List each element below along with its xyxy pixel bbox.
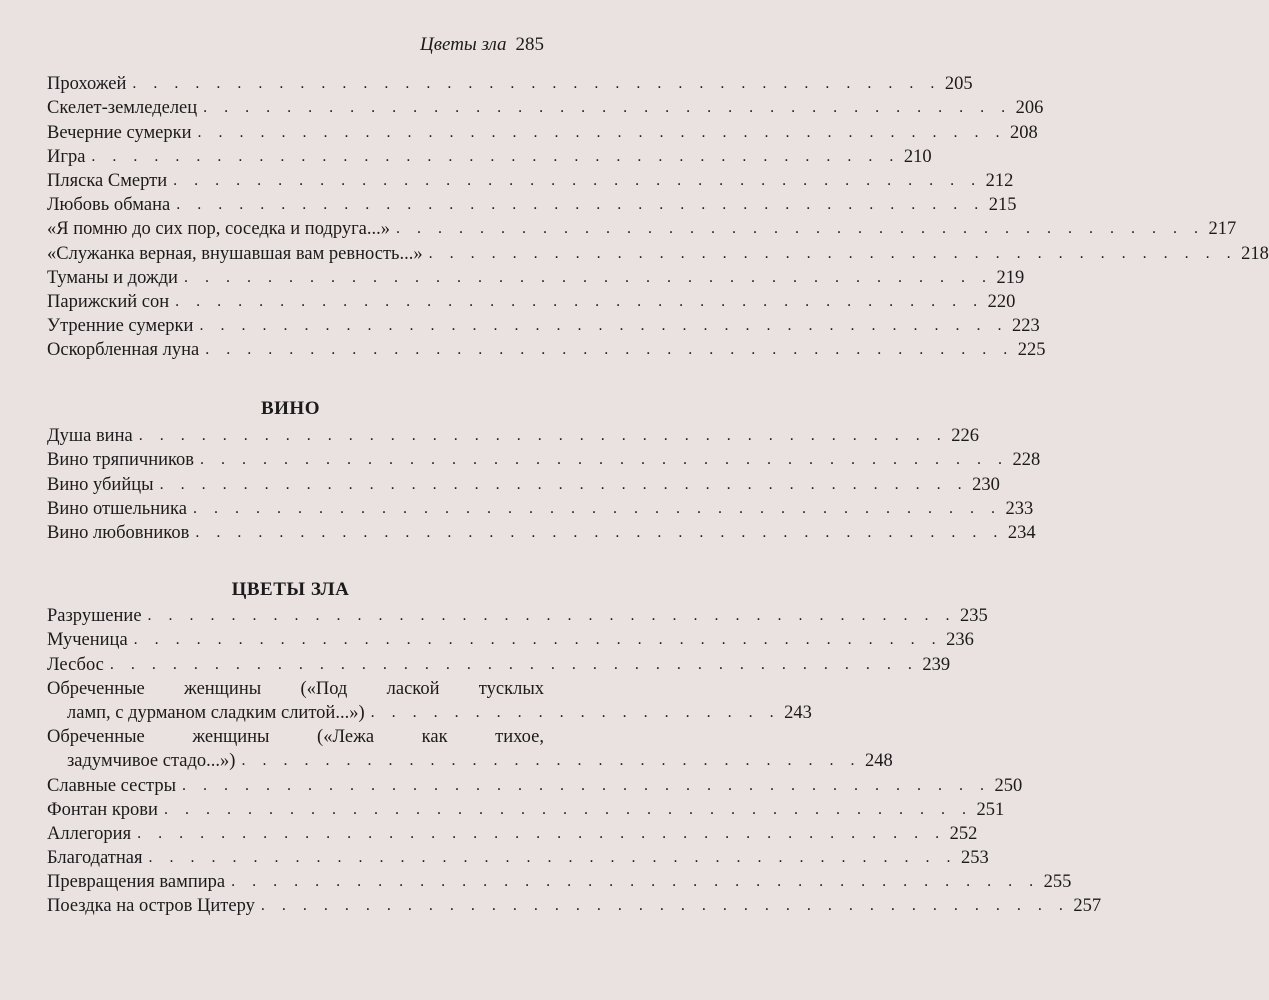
toc-entry[interactable] — [47, 471, 1000, 495]
toc-entry-title: Аллегория — [47, 823, 132, 844]
toc-entry-title: Пляска Смерти — [47, 170, 168, 191]
leader-dots: . . . . . . . . . . . . . . . . . . . . . . . . . . . . . . . . . . . . . . . — [200, 451, 1009, 469]
toc-entry[interactable] — [47, 772, 1023, 796]
toc-entry[interactable] — [47, 289, 1016, 313]
leader-dots: . . . . . . . . . . . . . . . . . . . . . . . . . . . . . . . . . . . . . . . — [205, 341, 1014, 359]
toc-entry[interactable] — [47, 893, 1102, 917]
toc-entry-page: 218 — [1241, 243, 1269, 264]
toc-entry[interactable] — [47, 240, 1269, 264]
leader-dots: . . . . . . . . . . . . . . . . . . . . . . . . . . . . . . . . . . . . . . . — [163, 800, 973, 818]
toc-entry-page: 205 — [944, 74, 973, 95]
toc-entry-page: 226 — [951, 426, 979, 447]
toc-section-flowers-of-evil — [47, 603, 1102, 917]
toc-entry[interactable] — [47, 520, 1036, 544]
toc-entry[interactable] — [47, 71, 973, 95]
toc-entry-page: 257 — [1073, 896, 1102, 917]
toc-entry-page: 228 — [1012, 450, 1041, 471]
toc-entry-title: Превращения вампира — [47, 872, 226, 893]
toc-entry-title: Благодатная — [47, 848, 143, 869]
toc-entry-title: Вино любовников — [47, 522, 190, 543]
leader-dots: . . . . . . . . . . . . . . . . . . . . . . . . . . . . . . . . . . . . . . . — [148, 849, 958, 867]
leader-dots: . . . . . . . . . . . . . . . . . . . . . . . . . . . . . . . . . . . . . . . — [182, 776, 991, 794]
toc-entry-title: Оскорбленная луна — [47, 340, 200, 361]
toc-entry-title: «Служанка верная, внушавшая вам ревность...» — [47, 243, 423, 264]
toc-entry-page: 234 — [1007, 522, 1036, 543]
toc-entry-page: 215 — [988, 195, 1017, 216]
toc-entry-page: 230 — [972, 474, 1000, 495]
leader-dots: . . . . . . . . . . . . . . . . . . . . . . . . . . . . . . . . . . . . . . . — [192, 499, 1002, 517]
toc-entry-page: 253 — [961, 848, 989, 869]
toc-entry-title: Скелет-земледелец — [47, 98, 198, 119]
toc-entry-title: Разрушение — [47, 606, 142, 627]
toc-entry-page: 233 — [1005, 498, 1034, 519]
toc-entry-multiline[interactable] — [47, 724, 893, 772]
toc-entry-title: Поездка на остров Цитеру — [47, 896, 255, 917]
toc-entry[interactable] — [47, 265, 1025, 289]
toc-entry-page: 250 — [994, 775, 1023, 796]
toc-entry[interactable] — [47, 95, 1044, 119]
toc-entry[interactable] — [47, 216, 1237, 240]
toc-entry-title: Любовь обмана — [47, 195, 171, 216]
leader-dots: . . . . . . . . . . . . . . . . . . . . . . . . . . . . . . . . . . . . . . . — [203, 99, 1012, 117]
section-heading-flowers-of-evil: ЦВЕТЫ ЗЛА — [231, 579, 350, 600]
toc-section-wine — [47, 423, 1041, 544]
toc-entry[interactable] — [47, 144, 932, 168]
leader-dots: . . . . . . . . . . . . . . . . . . . . . . . . . . . . . . . . . . . . . . . — [195, 523, 1004, 541]
toc-entry-page: 206 — [1015, 98, 1044, 119]
toc-entry-page: 212 — [985, 170, 1014, 191]
toc-entry-title: Лесбос — [47, 654, 104, 675]
page-number: 285 — [515, 34, 544, 55]
toc-entry[interactable] — [47, 168, 1014, 192]
running-head-title: Цветы зла — [420, 34, 507, 55]
toc-entry[interactable] — [47, 797, 1005, 821]
toc-entry-page: 210 — [903, 146, 932, 167]
toc-entry-page: 208 — [1010, 122, 1038, 143]
leader-dots: . . . . . . . . . . . . . . . . . . . . . . . . . . . . . . . . . . . . . . . — [137, 824, 946, 842]
toc-entry-title: Парижский сон — [47, 291, 170, 312]
toc-entry[interactable] — [47, 651, 951, 675]
toc-entry[interactable] — [47, 845, 989, 869]
toc-entry-title: Обреченные женщины («Под лаской тусклых — [47, 678, 544, 699]
toc-entry[interactable] — [47, 313, 1040, 337]
toc-entry-page: 235 — [960, 606, 988, 627]
toc-entry[interactable] — [47, 119, 1038, 143]
toc-entry-page: 219 — [996, 267, 1025, 288]
toc-entry-title: Вечерние сумерки — [47, 122, 192, 143]
leader-dots: . . . . . . . . . . . . . . . . . . . . . . . . . . . . . . . . . . . . . . . — [175, 292, 984, 310]
toc-entry-page: 223 — [1011, 316, 1040, 337]
leader-dots: . . . . . . . . . . . . . . . . . . . . . . . . . . . . . . — [241, 752, 861, 770]
leader-dots: . . . . . . . . . . . . . . . . . . . . . . . . . . . . . . . . . . . . . . . — [147, 607, 957, 625]
leader-dots: . . . . . . . . . . . . . . . . . . . . . . . . . . . . . . . . . . . . . . . — [159, 475, 969, 493]
toc-entry-title: Утренние сумерки — [47, 316, 194, 337]
leader-dots: . . . . . . . . . . . . . . . . . . . . . . . . . . . . . . . . . . . . . . . — [133, 631, 943, 649]
toc-entry-page: 220 — [987, 291, 1016, 312]
leader-dots: . . . . . . . . . . . . . . . . . . . . . . . . . . . . . . . . . . . . . . . — [91, 147, 900, 165]
toc-entry-page: 252 — [949, 823, 978, 844]
running-head — [420, 34, 544, 56]
leader-dots: . . . . . . . . . . . . . . . . . . . . . . . . . . . . . . . . . . . . . . . — [231, 873, 1040, 891]
toc-entry-title: «Я помню до сих пор, соседка и подруга...» — [47, 219, 391, 240]
toc-entry-title: Обреченные женщины («Лежа как тихое, — [47, 727, 544, 748]
leader-dots: . . . . . . . . . . . . . . . . . . . . . . . . . . . . . . . . . . . . . . . — [183, 268, 993, 286]
leader-dots: . . . . . . . . . . . . . . . . . . . . . . . . . . . . . . . . . . . . . . . — [197, 123, 1007, 141]
toc-entry-title: Прохожей — [47, 74, 127, 95]
toc-entry-page: 255 — [1043, 872, 1072, 893]
toc-entry-page: 236 — [946, 630, 974, 651]
toc-entry[interactable] — [47, 821, 978, 845]
toc-entry-title-continuation: ламп, с дурманом сладким слитой...») — [67, 702, 365, 723]
toc-entry[interactable] — [47, 496, 1034, 520]
toc-entry-title-continuation: задумчивое стадо...») — [67, 751, 236, 772]
toc-entry-page: 217 — [1208, 219, 1237, 240]
toc-entry-title: Вино отшельника — [47, 498, 187, 519]
toc-entry[interactable] — [47, 337, 1046, 361]
toc-entry-title: Душа вина — [47, 426, 133, 447]
toc-entry-title: Вино тряпичников — [47, 450, 195, 471]
leader-dots: . . . . . . . . . . . . . . . . . . . . — [370, 703, 781, 721]
leader-dots: . . . . . . . . . . . . . . . . . . . . . . . . . . . . . . . . . . . . . . . — [132, 75, 941, 93]
toc-entry-page: 248 — [864, 751, 893, 772]
toc-entry-page: 243 — [784, 702, 812, 723]
toc-entry[interactable] — [47, 192, 1017, 216]
leader-dots: . . . . . . . . . . . . . . . . . . . . . . . . . . . . . . . . . . . . . . . — [138, 427, 948, 445]
toc-entry[interactable] — [47, 423, 979, 447]
toc-entry-title: Мученица — [47, 630, 128, 651]
section-heading-wine: ВИНО — [260, 398, 320, 419]
leader-dots: . . . . . . . . . . . . . . . . . . . . . . . . . . . . . . . . . . . . . . . — [173, 171, 982, 189]
toc-entry-title: Игра — [47, 146, 86, 167]
toc-entry[interactable] — [47, 603, 988, 627]
toc-entry-multiline[interactable] — [47, 676, 812, 724]
toc-entry-title: Вино убийцы — [47, 474, 154, 495]
toc-section-1 — [47, 71, 1269, 361]
leader-dots: . . . . . . . . . . . . . . . . . . . . . . . . . . . . . . . . . . . . . . . — [396, 220, 1205, 238]
toc-entry-page: 251 — [976, 799, 1005, 820]
leader-dots: . . . . . . . . . . . . . . . . . . . . . . . . . . . . . . . . . . . . . . . — [176, 196, 985, 214]
toc-entry-title: Славные сестры — [47, 775, 176, 796]
toc-entry-title: Туманы и дожди — [47, 267, 178, 288]
toc-entry[interactable] — [47, 447, 1041, 471]
leader-dots: . . . . . . . . . . . . . . . . . . . . . . . . . . . . . . . . . . . . . . . — [428, 244, 1238, 262]
toc-entry[interactable] — [47, 869, 1072, 893]
leader-dots: . . . . . . . . . . . . . . . . . . . . . . . . . . . . . . . . . . . . . . . — [199, 317, 1008, 335]
toc-entry[interactable] — [47, 627, 974, 651]
leader-dots: . . . . . . . . . . . . . . . . . . . . . . . . . . . . . . . . . . . . . . . — [109, 655, 919, 673]
leader-dots: . . . . . . . . . . . . . . . . . . . . . . . . . . . . . . . . . . . . . . . — [260, 897, 1070, 915]
toc-entry-title: Фонтан крови — [47, 799, 158, 820]
toc-entry-page: 239 — [922, 654, 951, 675]
toc-entry-page: 225 — [1017, 340, 1046, 361]
